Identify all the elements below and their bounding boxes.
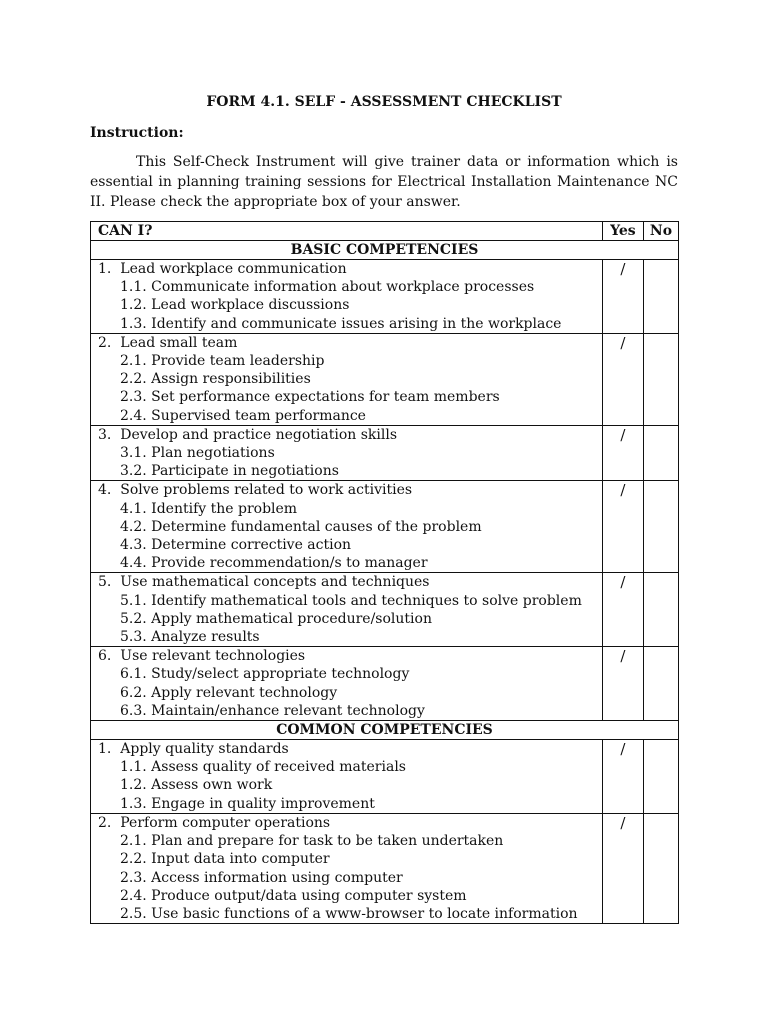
competency-number: 3. xyxy=(98,426,112,443)
competency-label: Solve problems related to work activities xyxy=(120,482,413,499)
yes-checkbox-cell[interactable]: / xyxy=(602,813,643,923)
sub-competency: 1.2. Lead workplace discussions xyxy=(120,297,350,314)
sub-competency: 3.1. Plan negotiations xyxy=(120,445,275,462)
sub-competency: 5.3. Analyze results xyxy=(120,629,260,646)
sub-competency: 2.4. Supervised team performance xyxy=(120,407,366,424)
competency-row xyxy=(91,813,679,923)
competency-label: Use mathematical concepts and techniques xyxy=(120,574,430,591)
instruction-label: Instruction: xyxy=(90,125,184,141)
competency-title xyxy=(91,481,602,499)
form-title: FORM 4.1. SELF - ASSESSMENT CHECKLIST xyxy=(206,94,562,110)
sub-competency: 2.4. Produce output/data using computer system xyxy=(120,887,467,904)
sub-competency: 2.1. Provide team leadership xyxy=(120,353,325,370)
competency-cell xyxy=(91,573,603,647)
competency-row xyxy=(91,260,679,334)
competency-cell xyxy=(91,740,603,814)
competency-title xyxy=(91,814,602,832)
no-checkbox-cell[interactable] xyxy=(643,813,678,923)
competency-title xyxy=(91,334,602,352)
competency-title xyxy=(91,426,602,444)
sub-competency: 1.3. Identify and communicate issues arising in the workplace xyxy=(120,315,562,332)
competency-number: 2. xyxy=(98,814,112,831)
no-header: No xyxy=(643,222,678,241)
yes-checkbox-cell[interactable]: / xyxy=(602,481,643,573)
section-title: BASIC COMPETENCIES xyxy=(91,241,679,260)
sub-competency: 1.1. Assess quality of received materials xyxy=(120,759,406,776)
yes-checkbox-cell[interactable]: / xyxy=(602,260,643,334)
competency-label: Use relevant technologies xyxy=(120,648,306,665)
sub-competency: 5.2. Apply mathematical procedure/solution xyxy=(120,610,432,627)
sub-competency: 4.2. Determine fundamental causes of the problem xyxy=(120,518,482,535)
competency-label: Perform computer operations xyxy=(120,814,331,831)
sub-competency: 2.2. Assign responsibilities xyxy=(120,371,311,388)
sub-competency: 6.2. Apply relevant technology xyxy=(120,684,338,701)
competency-cell xyxy=(91,333,603,425)
sub-competency: 4.1. Identify the problem xyxy=(120,500,298,517)
sub-competency: 3.2. Participate in negotiations xyxy=(120,463,339,480)
sub-competency: 2.1. Plan and prepare for task to be taken undertaken xyxy=(120,833,504,850)
instruction-text: This Self-Check Instrument will give trainer data or information which is essential in planning training sessions for Electrical Installation Maintenance NC II. Please check the appropriate box of your answer. xyxy=(90,154,678,210)
competency-title xyxy=(91,647,602,665)
competency-row xyxy=(91,573,679,647)
competency-title xyxy=(91,573,602,591)
yes-checkbox-cell[interactable]: / xyxy=(602,740,643,814)
competency-cell xyxy=(91,647,603,721)
sub-competency: 6.1. Study/select appropriate technology xyxy=(120,666,410,683)
no-checkbox-cell[interactable] xyxy=(643,260,678,334)
sub-competency: 1.2. Assess own work xyxy=(120,777,273,794)
competency-cell xyxy=(91,481,603,573)
section-header-row xyxy=(91,721,679,740)
sub-competency: 1.3. Engage in quality improvement xyxy=(120,795,375,812)
competency-cell xyxy=(91,425,603,481)
sub-competency: 4.3. Determine corrective action xyxy=(120,537,352,554)
competency-label: Lead workplace communication xyxy=(120,261,347,277)
competency-row xyxy=(91,333,679,425)
table-header-row xyxy=(91,222,679,241)
competency-row xyxy=(91,740,679,814)
no-checkbox-cell[interactable] xyxy=(643,740,678,814)
can-i-header: CAN I? xyxy=(91,222,603,241)
checklist-body xyxy=(91,222,679,924)
competency-number: 5. xyxy=(98,574,112,591)
section-header-row xyxy=(91,241,679,260)
competency-number: 2. xyxy=(98,334,112,351)
competency-title xyxy=(91,740,602,758)
no-checkbox-cell[interactable] xyxy=(643,333,678,425)
no-checkbox-cell[interactable] xyxy=(643,573,678,647)
sub-competency: 1.1. Communicate information about workplace processes xyxy=(120,279,535,296)
sub-competency: 5.1. Identify mathematical tools and techniques to solve problem xyxy=(120,592,582,609)
competency-label: Develop and practice negotiation skills xyxy=(120,426,398,443)
yes-checkbox-cell[interactable]: / xyxy=(602,573,643,647)
no-checkbox-cell[interactable] xyxy=(643,481,678,573)
competency-label: Lead small team xyxy=(120,334,238,351)
competency-number: 1. xyxy=(98,261,112,277)
competency-row xyxy=(91,425,679,481)
section-title: COMMON COMPETENCIES xyxy=(91,721,679,740)
no-checkbox-cell[interactable] xyxy=(643,647,678,721)
self-assessment-table xyxy=(90,221,679,924)
yes-checkbox-cell[interactable]: / xyxy=(602,647,643,721)
sub-competency: 4.4. Provide recommendation/s to manager xyxy=(120,555,428,572)
competency-number: 1. xyxy=(98,741,112,758)
competency-number: 6. xyxy=(98,648,112,665)
competency-number: 4. xyxy=(98,482,112,499)
competency-title xyxy=(91,260,602,278)
competency-row xyxy=(91,481,679,573)
competency-cell xyxy=(91,813,603,923)
sub-competency: 2.5. Use basic functions of a www-browser to locate information xyxy=(120,905,578,922)
yes-checkbox-cell[interactable]: / xyxy=(602,333,643,425)
no-checkbox-cell[interactable] xyxy=(643,425,678,481)
competency-row xyxy=(91,647,679,721)
sub-competency: 2.3. Set performance expectations for team members xyxy=(120,389,500,406)
competency-label: Apply quality standards xyxy=(120,741,289,758)
competency-cell xyxy=(91,260,603,334)
yes-checkbox-cell[interactable]: / xyxy=(602,425,643,481)
sub-competency: 2.2. Input data into computer xyxy=(120,851,330,868)
sub-competency: 6.3. Maintain/enhance relevant technology xyxy=(120,702,425,719)
yes-header: Yes xyxy=(602,222,643,241)
sub-competency: 2.3. Access information using computer xyxy=(120,869,403,886)
